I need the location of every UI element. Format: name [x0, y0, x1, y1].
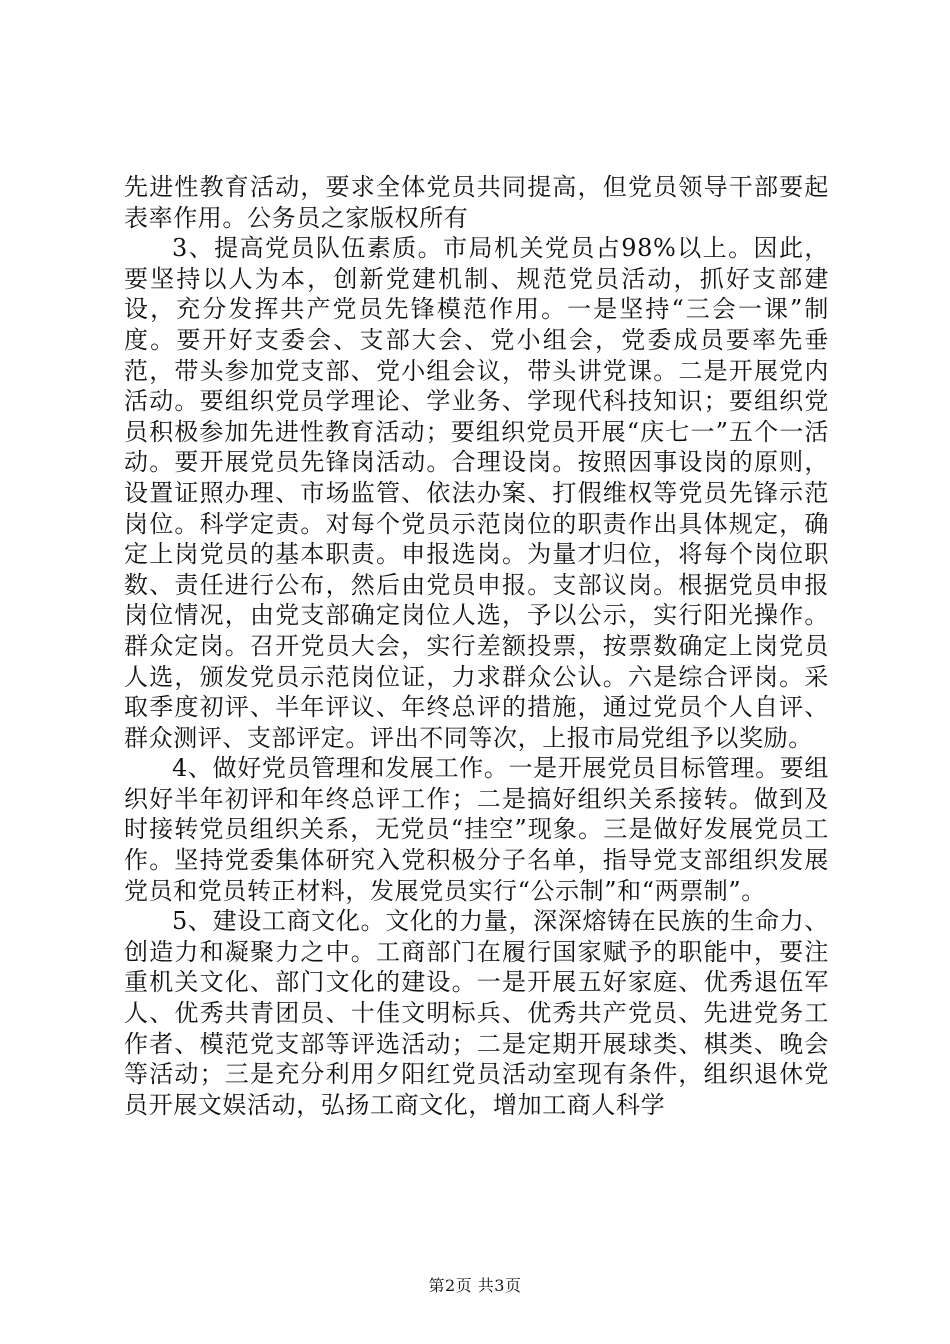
- paragraph-3: 4、做好党员管理和发展工作。一是开展党员目标管理。要组织好半年初评和年终总评工作；二是搞好组织关系接转。做到及时接转党员组织关系，无党员“挂空”现象。三是做好发展党员工作。坚持党委集体研究入党积极分子名单，指导党支部组织发展党员和党员转正材料，发展党员实行“公示制”和“两票制”。: [124, 754, 829, 905]
- paragraph-2: 3、提高党员队伍素质。市局机关党员占98%以上。因此，要坚持以人为本，创新党建机制、规范党员活动，抓好支部建设，充分发挥共产党员先锋模范作用。一是坚持“三会一课”制度。要开好支委会、支部大会、党小组会，党委成员要率先垂范，带头参加党支部、党小组会议，带头讲党课。二是开展党内活动。要组织党员学理论、学业务、学现代科技知识；要组织党员积极参加先进性教育活动；要组织党员开展“庆七一”五个一活动。要开展党员先锋岗活动。合理设岗。按照因事设岗的原则，设置证照办理、市场监管、依法办案、打假维权等党员先锋示范岗位。科学定责。对每个党员示范岗位的职责作出具体规定，确定上岗党员的基本职责。申报选岗。为量才归位，将每个岗位职数、责任进行公布，然后由党员申报。支部议岗。根据党员申报岗位情况，由党支部确定岗位人选，予以公示，实行阳光操作。群众定岗。召开党员大会，实行差额投票，按票数确定上岗党员人选，颁发党员示范岗位证，力求群众公认。六是综合评岗。采取季度初评、半年评议、年终总评的措施，通过党员个人自评、群众测评、支部评定。评出不同等次，上报市局党组予以奖励。: [124, 234, 829, 752]
- page-number-footer: 第2页 共3页: [428, 1276, 522, 1295]
- paragraph-4: 5、建设工商文化。文化的力量，深深熔铸在民族的生命力、创造力和凝聚力之中。工商部门在履行国家赋予的职能中，要注重机关文化、部门文化的建设。一是开展五好家庭、优秀退伍军人、优秀共青团员、十佳文明标兵、优秀共产党员、先进党务工作者、模范党支部等评选活动；二是定期开展球类、棋类、晚会等活动；三是充分利用夕阳红党员活动室现有条件，组织退休党员开展文娱活动，弘扬工商文化，增加工商人科学: [124, 907, 829, 1119]
- paragraph-1: 先进性教育活动，要求全体党员共同提高，但党员领导干部要起表率作用。公务员之家版权所有: [124, 173, 829, 232]
- document-body: [124, 172, 829, 1120]
